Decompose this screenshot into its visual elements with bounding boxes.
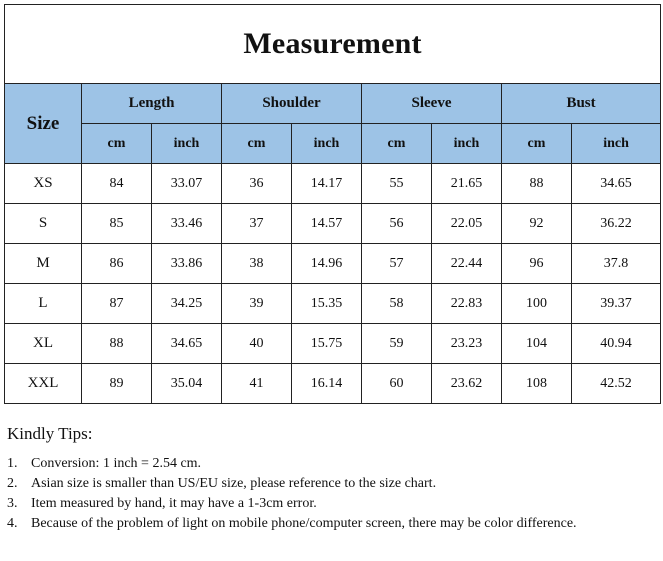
table-cell: 21.65 <box>432 164 502 204</box>
table-row <box>5 204 661 244</box>
table-cell: 22.83 <box>432 284 502 324</box>
table-cell: 34.65 <box>152 324 222 364</box>
unit-header: cm <box>502 124 572 164</box>
table-cell: 15.75 <box>292 324 362 364</box>
size-cell: L <box>5 284 82 324</box>
unit-header: cm <box>222 124 292 164</box>
size-header: Size <box>5 84 82 164</box>
size-cell: XXL <box>5 364 82 404</box>
table-cell: 33.86 <box>152 244 222 284</box>
size-cell: XL <box>5 324 82 364</box>
table-cell: 92 <box>502 204 572 244</box>
table-cell: 39.37 <box>572 284 661 324</box>
group-header-bust: Bust <box>502 84 661 124</box>
tips-list <box>7 454 657 534</box>
table-row <box>5 364 661 404</box>
table-cell: 37.8 <box>572 244 661 284</box>
table-cell: 36.22 <box>572 204 661 244</box>
table-cell: 96 <box>502 244 572 284</box>
size-cell: XS <box>5 164 82 204</box>
table-cell: 34.65 <box>572 164 661 204</box>
group-header-shoulder: Shoulder <box>222 84 362 124</box>
table-cell: 84 <box>82 164 152 204</box>
tip-text: Conversion: 1 inch = 2.54 cm. <box>31 456 202 471</box>
table-cell: 58 <box>362 284 432 324</box>
table-cell: 37 <box>222 204 292 244</box>
kindly-tips <box>7 424 657 534</box>
table-cell: 41 <box>222 364 292 404</box>
table-cell: 40 <box>222 324 292 364</box>
table-cell: 23.23 <box>432 324 502 364</box>
table-cell: 33.46 <box>152 204 222 244</box>
table-cell: 23.62 <box>432 364 502 404</box>
tips-title: Kindly Tips: <box>7 424 93 443</box>
table-cell: 42.52 <box>572 364 661 404</box>
table-cell: 35.04 <box>152 364 222 404</box>
table-cell: 22.05 <box>432 204 502 244</box>
measurement-table <box>4 4 661 404</box>
table-cell: 16.14 <box>292 364 362 404</box>
table-cell: 100 <box>502 284 572 324</box>
table-cell: 85 <box>82 204 152 244</box>
table-row <box>5 164 661 204</box>
table-cell: 33.07 <box>152 164 222 204</box>
table-cell: 55 <box>362 164 432 204</box>
table-cell: 104 <box>502 324 572 364</box>
tip-number: 2. <box>7 476 18 491</box>
table-cell: 108 <box>502 364 572 404</box>
size-cell: S <box>5 204 82 244</box>
table-cell: 59 <box>362 324 432 364</box>
unit-header: inch <box>572 124 661 164</box>
table-row <box>5 324 661 364</box>
tip-item <box>7 514 657 534</box>
table-cell: 38 <box>222 244 292 284</box>
tip-text: Item measured by hand, it may have a 1-3cm error. <box>31 496 317 511</box>
table-cell: 57 <box>362 244 432 284</box>
tip-text: Because of the problem of light on mobile phone/computer screen, there may be color difference. <box>31 516 577 531</box>
tip-item <box>7 474 657 494</box>
group-header-length: Length <box>82 84 222 124</box>
table-cell: 14.17 <box>292 164 362 204</box>
table-cell: 40.94 <box>572 324 661 364</box>
unit-header: inch <box>432 124 502 164</box>
tip-text: Asian size is smaller than US/EU size, please reference to the size chart. <box>31 476 437 491</box>
table-row <box>5 284 661 324</box>
tip-number: 3. <box>7 496 18 511</box>
table-cell: 89 <box>82 364 152 404</box>
table-cell: 34.25 <box>152 284 222 324</box>
tip-number: 1. <box>7 456 18 471</box>
table-cell: 86 <box>82 244 152 284</box>
unit-header: inch <box>292 124 362 164</box>
table-cell: 88 <box>502 164 572 204</box>
unit-header: cm <box>82 124 152 164</box>
unit-header: inch <box>152 124 222 164</box>
table-title: Measurement <box>5 5 661 84</box>
unit-header: cm <box>362 124 432 164</box>
size-cell: M <box>5 244 82 284</box>
table-cell: 15.35 <box>292 284 362 324</box>
table-cell: 14.57 <box>292 204 362 244</box>
table-row <box>5 244 661 284</box>
table-cell: 39 <box>222 284 292 324</box>
tip-number: 4. <box>7 516 18 531</box>
table-cell: 56 <box>362 204 432 244</box>
table-cell: 36 <box>222 164 292 204</box>
tip-item <box>7 494 657 514</box>
table-cell: 88 <box>82 324 152 364</box>
tip-item <box>7 454 657 474</box>
group-header-sleeve: Sleeve <box>362 84 502 124</box>
table-cell: 60 <box>362 364 432 404</box>
table-cell: 22.44 <box>432 244 502 284</box>
table-cell: 87 <box>82 284 152 324</box>
table-cell: 14.96 <box>292 244 362 284</box>
